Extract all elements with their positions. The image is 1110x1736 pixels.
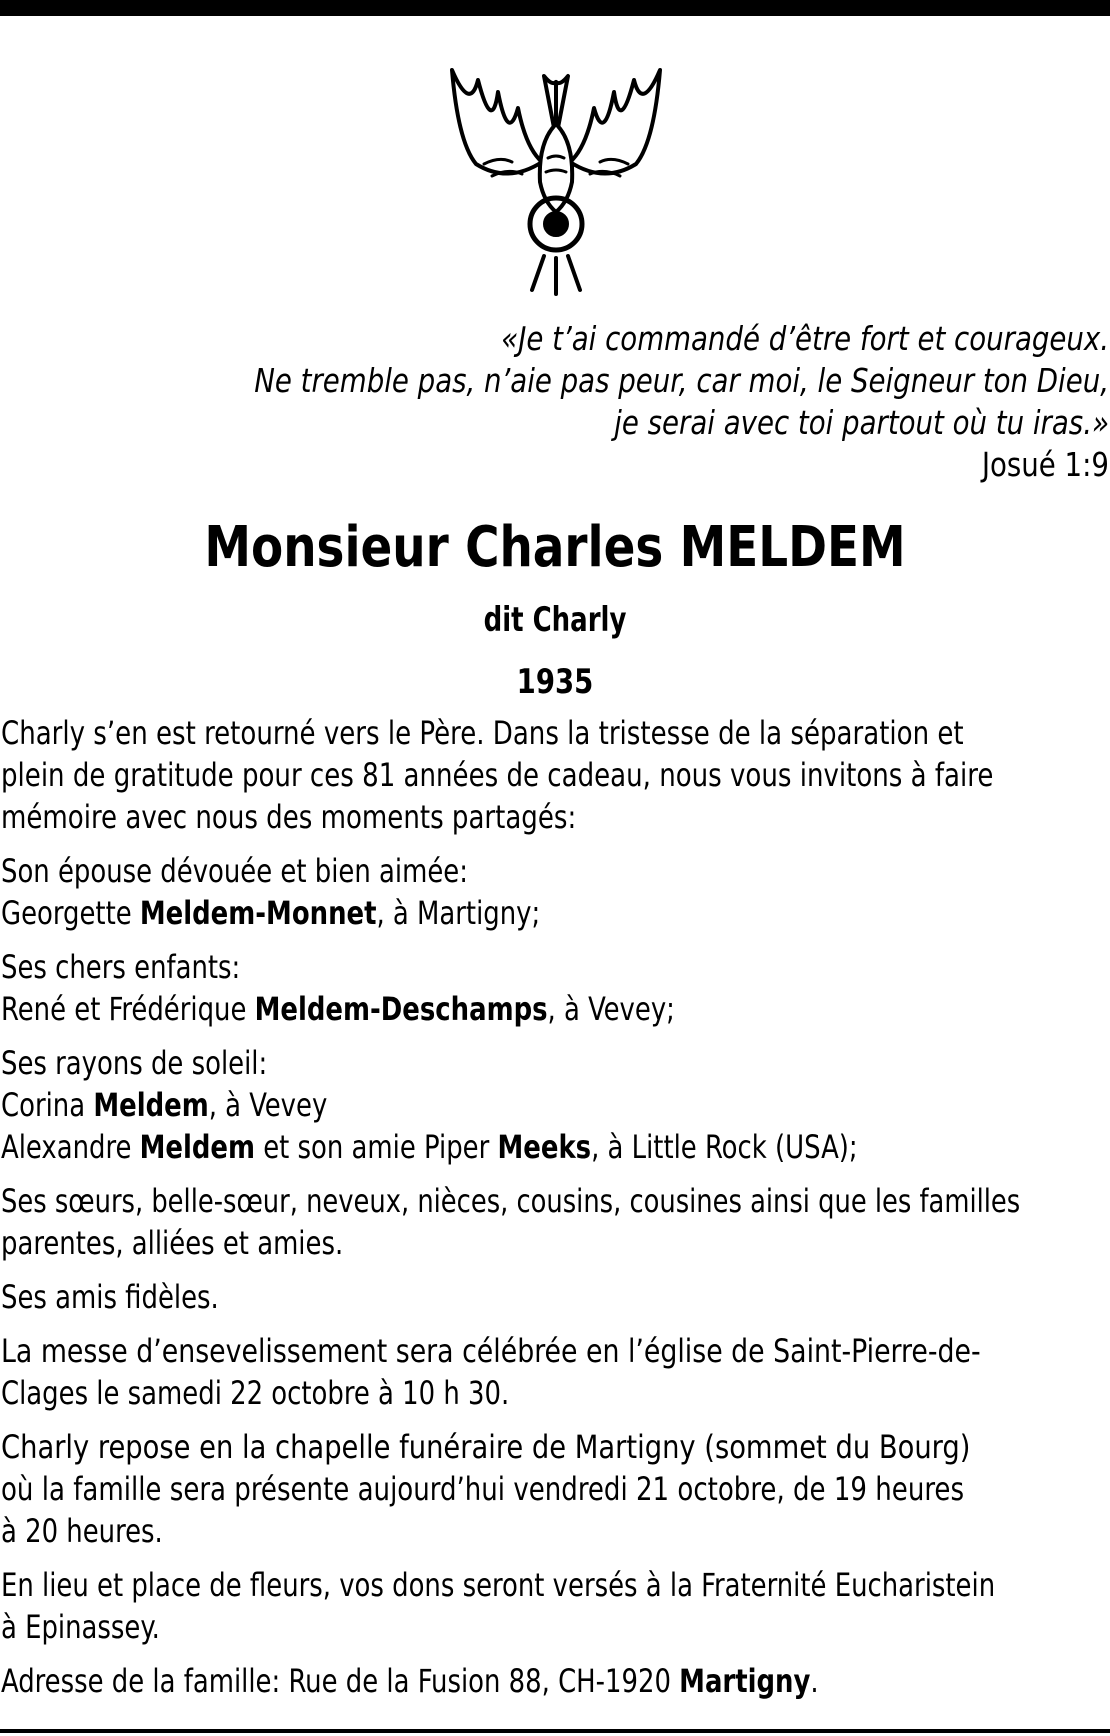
family-line-2: parentes, alliées et amies. [1,1224,344,1262]
family-address [1,1660,996,1702]
children-heading: Ses chers enfants: [1,948,241,986]
grandchild-2-place: , à Little Rock (USA); [591,1128,858,1166]
donations-line-1: En lieu et place de fleurs, vos dons seront versés à la Fraternité Eucharistein [1,1566,996,1604]
grandchild-1-first-name: Corina [1,1086,94,1124]
grandchildren-paragraph [1,1042,1106,1168]
spouse-paragraph [1,850,1106,934]
family-paragraph [1,1180,1106,1264]
address-city: Martigny [679,1662,811,1700]
spouse-surname: Meldem-Monnet [139,894,377,932]
friends-line-1: Ses amis fidèles. [1,1278,219,1316]
grandchild-1-place: , à Vevey [208,1086,328,1124]
spouse-place: , à Martigny; [376,894,541,932]
quote-line-2: Ne tremble pas, n’aie pas peur, car moi, le Seigneur ton Dieu, [254,361,1109,400]
quote-line-1: «Je t’ai commandé d’être fort et courageux. [501,319,1109,358]
rest-line-3: à 20 heures. [1,1512,163,1550]
donations-line-2: à Epinassey. [1,1608,160,1646]
address-text: Adresse de la famille: Rue de la Fusion 88, CH-1920 [1,1662,680,1700]
spouse-entry [1,892,996,934]
children-first-names: René et Frédérique [1,990,255,1028]
grandchild-entry-2 [1,1126,996,1168]
friends-paragraph [1,1276,1106,1318]
children-place: , à Vevey; [547,990,675,1028]
intro-line-2: plein de gratitude pour ces 81 années de cadeau, nous vous invitons à faire [1,756,994,794]
quote-reference: Josué 1:9 [981,445,1109,484]
rest-line-2: où la famille sera présente aujourd’hui vendredi 21 octobre, de 19 heures [1,1470,965,1508]
grandchild-2-partner: et son amie Piper [254,1128,498,1166]
children-entry [1,988,996,1030]
family-line-1: Ses sœurs, belle-sœur, neveux, nièces, cousins, cousines ainsi que les familles [1,1182,1021,1220]
mass-line-2: Clages le samedi 22 octobre à 10 h 30. [1,1374,510,1412]
deceased-nickname: dit Charly [483,600,627,640]
grandchild-entry-1 [1,1084,996,1126]
children-surname: Meldem-Deschamps [254,990,548,1028]
intro-line-1: Charly s’en est retourné vers le Père. Dans la tristesse de la séparation et [1,714,964,752]
bible-quote [179,318,1109,486]
grandchild-2-first-name: Alexandre [1,1128,140,1166]
obituary-body [1,712,1106,1714]
grandchild-2-partner-surname: Meeks [497,1128,592,1166]
donations-paragraph [1,1564,1106,1648]
top-rule [0,0,1110,16]
intro-paragraph [1,712,1106,838]
mass-line-1: La messe d’ensevelissement sera célébrée en l’église de Saint-Pierre-de- [1,1332,981,1370]
grandchild-1-surname: Meldem [93,1086,209,1124]
quote-line-3: je serai avec toi partout où tu iras.» [614,403,1109,442]
children-paragraph [1,946,1106,1030]
holy-spirit-dove-icon [448,52,664,296]
grandchild-2-surname: Meldem [139,1128,255,1166]
rest-line-1: Charly repose en la chapelle funéraire de Martigny (sommet du Bourg) [1,1428,971,1466]
deceased-birth-year: 1935 [516,662,594,702]
address-paragraph [1,1660,1106,1702]
spouse-heading: Son épouse dévouée et bien aimée: [1,852,468,890]
intro-line-3: mémoire avec nous des moments partagés: [1,798,577,836]
funeral-mass-paragraph [1,1330,1106,1414]
grandchildren-heading: Ses rayons de soleil: [1,1044,268,1082]
deceased-name: Monsieur Charles MELDEM [204,515,906,580]
visitation-paragraph [1,1426,1106,1552]
address-end: . [810,1662,819,1700]
bottom-rule [0,1729,1110,1733]
spouse-first-name: Georgette [1,894,140,932]
